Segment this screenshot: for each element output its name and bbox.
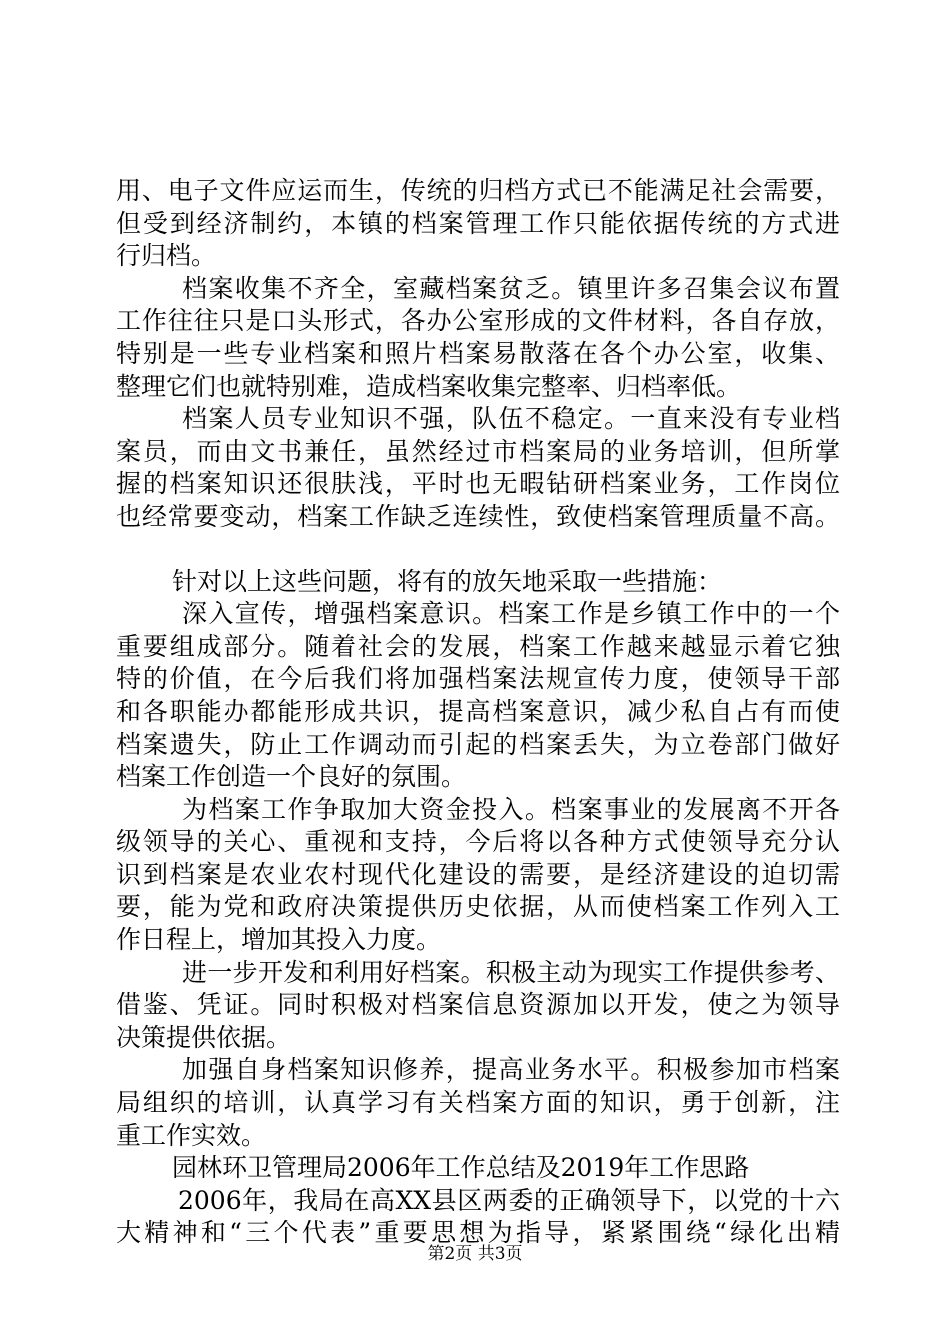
- text-line: 行归档。: [116, 241, 217, 271]
- text-line: 特的价值，在今后我们将加强档案法规宣传力度，使领导干部: [116, 664, 840, 694]
- paragraph: [116, 175, 840, 273]
- text-line: 和各职能办都能形成共识，提高档案意识，减少私自占有而使: [116, 696, 840, 726]
- text-line: 工作往往只是口头形式，各办公室形成的文件材料，各自存放，: [116, 306, 840, 336]
- text-line: 握的档案知识还很肤浅，平时也无暇钻研档案业务，工作岗位: [116, 469, 840, 499]
- text-line: 加强自身档案知识修养，提高业务水平。积极参加市档案: [182, 1055, 840, 1085]
- text-line: 针对以上这些问题，将有的放矢地采取一些措施：: [172, 566, 723, 596]
- text-line: 园林环卫管理局2006年工作总结及2019年工作思路: [172, 1153, 750, 1183]
- text-line: 深入宣传，增强档案意识。档案工作是乡镇工作中的一个: [182, 599, 840, 629]
- paragraph: [116, 566, 840, 599]
- text-line: 为档案工作争取加大资金投入。档案事业的发展离不开各: [182, 794, 840, 824]
- paragraph: [116, 1054, 840, 1152]
- paragraph: [116, 1185, 840, 1250]
- document-body: [116, 175, 840, 1250]
- text-line: 级领导的关心、重视和支持，今后将以各种方式使领导充分认: [116, 827, 840, 857]
- text-line: 也经常要变动，档案工作缺乏连续性，致使档案管理质量不高。: [116, 501, 840, 531]
- text-line: 决策提供依据。: [116, 1022, 292, 1052]
- text-line: 局组织的培训，认真学习有关档案方面的知识，勇于创新，注: [116, 1088, 840, 1118]
- text-line: 案员，而由文书兼任，虽然经过市档案局的业务培训，但所掌: [116, 436, 840, 466]
- paragraph: [116, 957, 840, 1055]
- text-line: 大精神和“三个代表”重要思想为指导，紧紧围绕“绿化出精: [116, 1218, 840, 1248]
- text-line: 作日程上，增加其投入力度。: [116, 925, 442, 955]
- text-line: 整理它们也就特别难，造成档案收集完整率、归档率低。: [116, 371, 742, 401]
- text-line: 重工作实效。: [116, 1120, 267, 1150]
- paragraph: [116, 273, 840, 403]
- text-line: 2006年，我局在高XX县区两委的正确领导下，以党的十六: [178, 1185, 840, 1215]
- text-line: 档案收集不齐全，室藏档案贫乏。镇里许多召集会议布置: [182, 273, 840, 303]
- text-line: 进一步开发和利用好档案。积极主动为现实工作提供参考、: [182, 957, 840, 987]
- text-line: 识到档案是农业农村现代化建设的需要，是经济建设的迫切需: [116, 859, 840, 889]
- text-line: 特别是一些专业档案和照片档案易散落在各个办公室，收集、: [116, 338, 840, 368]
- text-line: 但受到经济制约，本镇的档案管理工作只能依据传统的方式进: [116, 208, 840, 238]
- text-line: 要，能为党和政府决策提供历史依据，从而使档案工作列入工: [116, 892, 840, 922]
- text-line: 借鉴、凭证。同时积极对档案信息资源加以开发，使之为领导: [116, 990, 840, 1020]
- paragraph: [116, 1152, 840, 1185]
- paragraph: [116, 794, 840, 957]
- text-line: 档案遗失，防止工作调动而引起的档案丢失，为立卷部门做好: [116, 729, 840, 759]
- text-line: 档案工作创造一个良好的氛围。: [116, 762, 467, 792]
- text-line: 档案人员专业知识不强，队伍不稳定。一直来没有专业档: [182, 404, 840, 434]
- paragraph: [116, 598, 840, 794]
- page-number-footer: 第2页 共3页: [427, 1244, 523, 1264]
- paragraph: [116, 403, 840, 533]
- text-line: 用、电子文件应运而生，传统的归档方式已不能满足社会需要，: [116, 176, 840, 205]
- paragraph-gap: [116, 534, 840, 566]
- text-line: 重要组成部分。随着社会的发展，档案工作越来越显示着它独: [116, 631, 840, 661]
